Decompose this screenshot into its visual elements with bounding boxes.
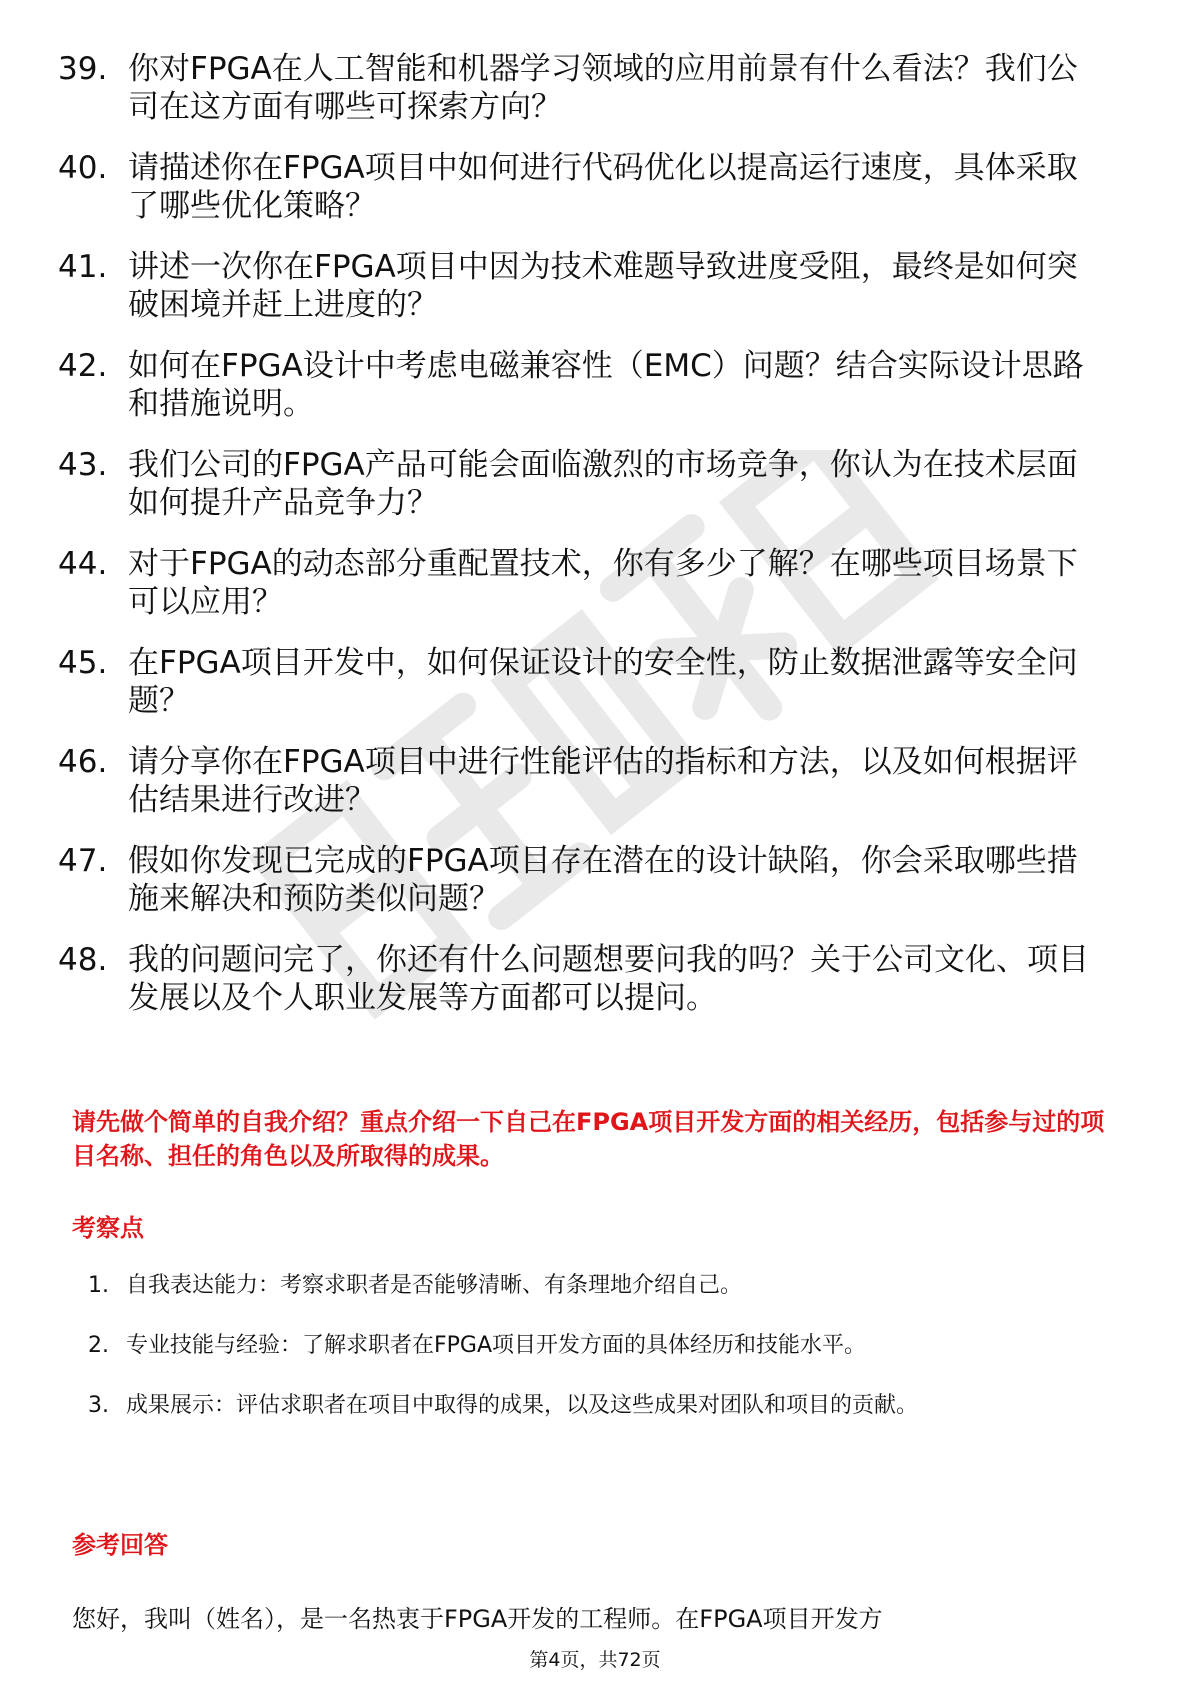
assessment-item <box>0 1265 1190 1306</box>
question-number: 41. <box>58 249 108 285</box>
question-item <box>0 248 1190 324</box>
question-text: 请分享你在FPGA项目中进行性能评估的指标和方法，以及如何根据评估结果进行改进？ <box>128 744 1078 818</box>
assessment-text: 自我表达能力：考察求职者是否能够清晰、有条理地介绍自己。 <box>126 1273 743 1298</box>
assessment-text: 成果展示：评估求职者在项目中取得的成果，以及这些成果对团队和项目的贡献。 <box>126 1393 919 1418</box>
question-number: 47. <box>58 843 108 879</box>
page-footer: 第4页，共72页 <box>529 1649 661 1671</box>
question-item <box>0 644 1190 720</box>
question-text: 讲述一次你在FPGA项目中因为技术难题导致进度受阻，最终是如何突破困境并赶上进度的？ <box>128 249 1078 323</box>
question-text: 我的问题问完了，你还有什么问题想要问我的吗？关于公司文化、项目发展以及个人职业发展等方面都可以提问。 <box>128 942 1089 1016</box>
assessment-text: 专业技能与经验：了解求职者在FPGA项目开发方面的具体经历和技能水平。 <box>126 1333 867 1358</box>
question-number: 44. <box>58 546 108 582</box>
question-number: 45. <box>58 645 108 681</box>
question-number: 43. <box>58 447 108 483</box>
question-number: 42. <box>58 348 108 384</box>
assessment-list <box>0 1265 1190 1445</box>
question-item <box>0 149 1190 225</box>
question-text: 对于FPGA的动态部分重配置技术，你有多少了解？在哪些项目场景下可以应用？ <box>128 546 1078 620</box>
question-item <box>0 347 1190 423</box>
question-item <box>0 743 1190 819</box>
assessment-number: 2. <box>88 1333 109 1358</box>
assessment-item <box>0 1385 1190 1426</box>
question-number: 39. <box>58 51 108 87</box>
highlight-question: 请先做个简单的自我介绍？重点介绍一下自己在FPGA项目开发方面的相关经历，包括参与过的项目名称、担任的角色以及所取得的成果。 <box>72 1108 1105 1170</box>
question-item <box>0 545 1190 621</box>
assessment-item <box>0 1325 1190 1366</box>
question-number: 40. <box>58 150 108 186</box>
question-text: 我们公司的FPGA产品可能会面临激烈的市场竞争，你认为在技术层面如何提升产品竞争力？ <box>128 447 1078 521</box>
assessment-heading: 考察点 <box>72 1214 144 1242</box>
question-item <box>0 50 1190 126</box>
question-number: 46. <box>58 744 108 780</box>
reference-answer: 您好，我叫（姓名），是一名热衷于FPGA开发的工程师。在FPGA项目开发方 <box>72 1605 883 1633</box>
question-list <box>0 50 1190 1040</box>
question-text: 请描述你在FPGA项目中如何进行代码优化以提高运行速度，具体采取了哪些优化策略？ <box>128 150 1078 224</box>
question-item <box>0 446 1190 522</box>
reference-heading: 参考回答 <box>72 1531 168 1559</box>
question-text: 你对FPGA在人工智能和机器学习领域的应用前景有什么看法？我们公司在这方面有哪些可探索方向？ <box>128 51 1078 125</box>
question-text: 假如你发现已完成的FPGA项目存在潜在的设计缺陷，你会采取哪些措施来解决和预防类似问题？ <box>128 843 1078 917</box>
question-text: 如何在FPGA设计中考虑电磁兼容性（EMC）问题？结合实际设计思路和措施说明。 <box>128 348 1084 422</box>
question-item <box>0 842 1190 918</box>
question-item <box>0 941 1190 1017</box>
assessment-number: 1. <box>88 1273 109 1298</box>
question-number: 48. <box>58 942 108 978</box>
assessment-number: 3. <box>88 1393 109 1418</box>
question-text: 在FPGA项目开发中，如何保证设计的安全性，防止数据泄露等安全问题？ <box>128 645 1078 719</box>
